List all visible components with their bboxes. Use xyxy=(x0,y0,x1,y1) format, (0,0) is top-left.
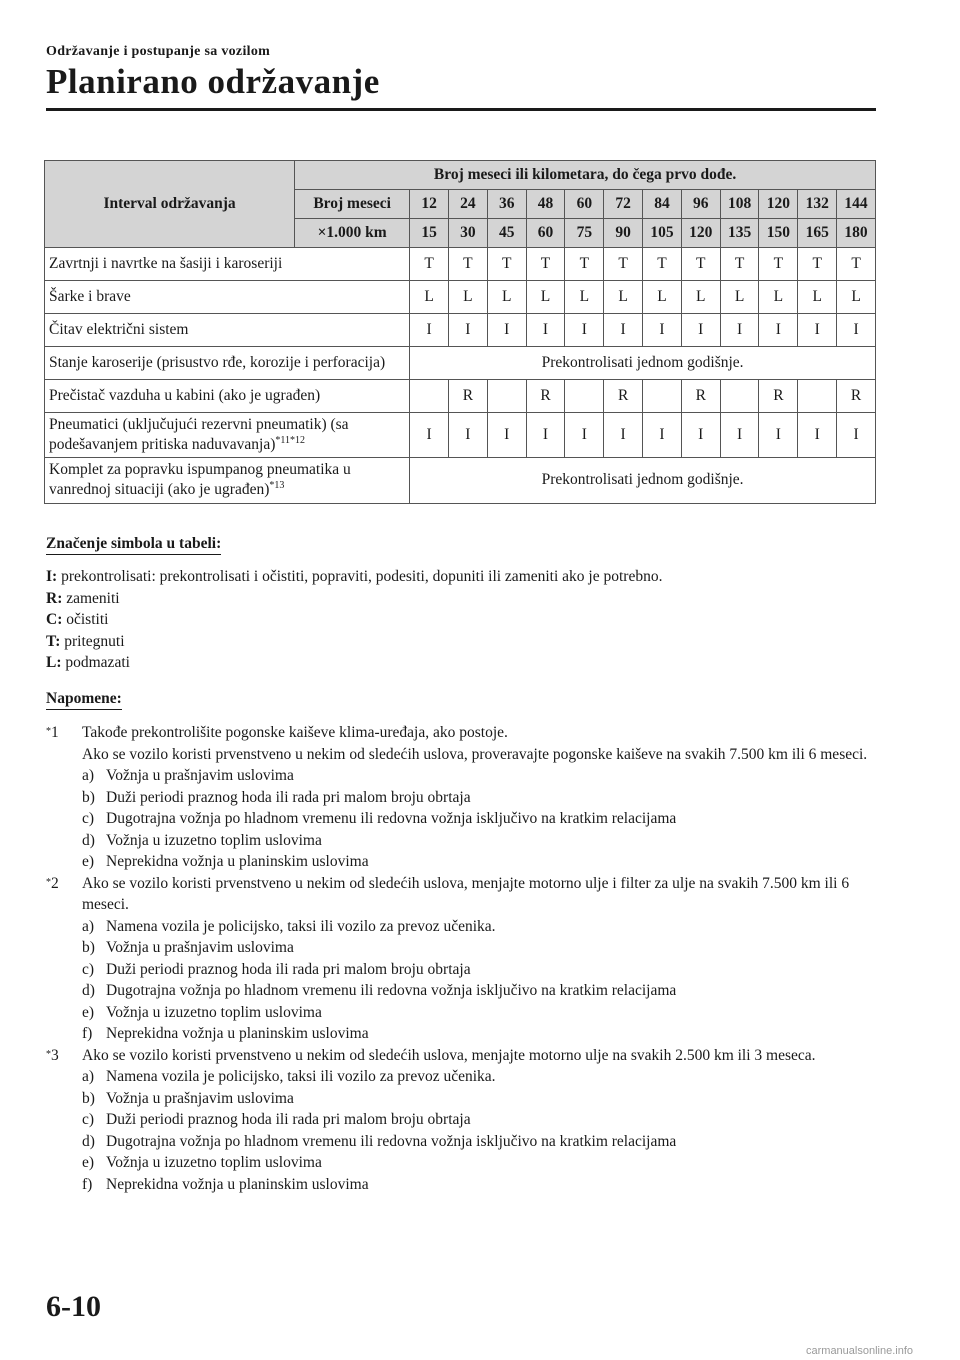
row-value: I xyxy=(681,314,720,347)
subitem-letter: f) xyxy=(82,1175,93,1193)
legend-text: zameniti xyxy=(66,589,120,607)
subitem-text: Neprekidna vožnja u planinskim uslovima xyxy=(106,1175,369,1193)
subitem-text: Dugotrajna vožnja po hladnom vremenu ili redovna vožnja isključivo na kratkim relacijama xyxy=(106,810,677,827)
subitem-letter: a) xyxy=(82,917,95,935)
month-header: 144 xyxy=(837,190,876,219)
legend-key: L: xyxy=(46,654,62,671)
notes-list xyxy=(46,722,876,1195)
months-label: Broj meseci xyxy=(295,190,410,219)
row-value: T xyxy=(448,248,487,281)
row-item-label: Šarke i brave xyxy=(49,287,131,305)
legend-item xyxy=(46,631,876,653)
table-row xyxy=(45,380,876,413)
legend-text: podmazati xyxy=(65,654,130,671)
row-value: T xyxy=(565,248,604,281)
month-header: 72 xyxy=(604,190,643,219)
subitem-letter: f) xyxy=(82,1025,93,1042)
month-header: 108 xyxy=(720,190,759,219)
subitem-letter: a) xyxy=(82,1068,95,1085)
row-value: R xyxy=(448,380,487,413)
km-header: 45 xyxy=(487,219,526,248)
row-value: R xyxy=(681,380,720,413)
interval-header: Interval održavanja xyxy=(45,161,295,248)
note-text: Ako se vozilo koristi prvenstveno u nekim od sledećih uslova, menjajte motorno ulje i filter za ulje na svakih 7.500 km ili 6 meseci. xyxy=(82,874,850,913)
row-item-label: Komplet za popravku ispumpanog pneumatika u vanrednoj situaciji (ako je ugrađen) xyxy=(49,461,351,499)
subitem-text: Namena vozila je policijsko, taksi ili vozilo za prevoz učenika. xyxy=(106,917,496,935)
row-item-cell xyxy=(45,413,410,458)
legend-text: očistiti xyxy=(66,611,109,628)
row-value: T xyxy=(759,248,798,281)
row-value: I xyxy=(565,413,604,458)
row-value: L xyxy=(643,281,682,314)
row-value: I xyxy=(643,413,682,458)
section-label: Održavanje i postupanje sa vozilom xyxy=(46,44,271,59)
subitem-letter: e) xyxy=(82,853,95,870)
subitem-letter: a) xyxy=(82,767,95,784)
row-value: T xyxy=(643,248,682,281)
subitem-text: Vožnja u izuzetno toplim uslovima xyxy=(106,1154,322,1171)
page-number: 6-10 xyxy=(46,1290,101,1323)
subitem-letter: c) xyxy=(82,960,95,978)
note-item xyxy=(46,1045,876,1196)
row-value: I xyxy=(643,314,682,347)
note-number: 1 xyxy=(51,724,59,741)
table-row xyxy=(45,281,876,314)
month-header: 96 xyxy=(681,190,720,219)
row-value: R xyxy=(526,380,565,413)
km-header: 90 xyxy=(604,219,643,248)
note-subitem xyxy=(82,959,876,981)
legend-list xyxy=(46,566,876,674)
km-header: 105 xyxy=(643,219,682,248)
subitem-text: Namena vozila je policijsko, taksi ili vozilo za prevoz učenika. xyxy=(106,1068,496,1085)
note-subitem xyxy=(82,1174,876,1196)
subitem-letter: d) xyxy=(82,831,95,849)
row-value: L xyxy=(526,281,565,314)
month-header: 132 xyxy=(798,190,837,219)
subitem-letter: e) xyxy=(82,1154,95,1171)
month-header: 84 xyxy=(643,190,682,219)
row-value: I xyxy=(720,413,759,458)
row-value: I xyxy=(410,314,449,347)
subitem-text: Neprekidna vožnja u planinskim uslovima xyxy=(106,853,369,870)
row-value xyxy=(410,380,449,413)
note-subitem xyxy=(82,937,876,959)
legend-key: C: xyxy=(46,611,63,628)
km-header: 75 xyxy=(565,219,604,248)
row-value: T xyxy=(487,248,526,281)
note-subitem xyxy=(82,1023,876,1045)
subitem-letter: b) xyxy=(82,1089,95,1107)
note-subitem xyxy=(82,916,876,938)
row-value: L xyxy=(410,281,449,314)
note-text: Ako se vozilo koristi prvenstveno u nekim od sledećih uslova, proveravajte pogonske kaiševe na svakih 7.500 km ili 6 meseci. xyxy=(82,745,868,763)
row-value: L xyxy=(837,281,876,314)
subitem-text: Vožnja u izuzetno toplim uslovima xyxy=(106,1003,322,1021)
row-value: L xyxy=(681,281,720,314)
subitem-letter: c) xyxy=(82,1111,95,1128)
note-subitem xyxy=(82,851,876,873)
subitem-text: Dugotrajna vožnja po hladnom vremenu ili redovna vožnja isključivo na kratkim relacijama xyxy=(106,1132,677,1150)
footnote-ref: *13 xyxy=(269,480,285,492)
km-header: 15 xyxy=(410,219,449,248)
row-value xyxy=(643,380,682,413)
note-number: 2 xyxy=(51,874,59,892)
subitem-letter: d) xyxy=(82,1132,95,1150)
table-row xyxy=(45,248,876,281)
row-value: T xyxy=(681,248,720,281)
subitem-text: Duži periodi praznog hoda ili rada pri malom broju obrtaja xyxy=(106,788,471,806)
legend-item xyxy=(46,652,876,674)
note-item xyxy=(46,873,876,1045)
note-marker xyxy=(46,722,59,744)
notes-heading: Napomene: xyxy=(46,690,122,710)
month-header: 48 xyxy=(526,190,565,219)
legend-item xyxy=(46,609,876,631)
row-value: I xyxy=(604,413,643,458)
row-value: T xyxy=(526,248,565,281)
row-value: T xyxy=(837,248,876,281)
legend-text: prekontrolisati: prekontrolisati i očistiti, popraviti, podesiti, dopuniti ili zameniti ako je potrebno. xyxy=(61,568,663,585)
subitem-letter: b) xyxy=(82,788,95,806)
row-item-cell xyxy=(45,380,410,413)
row-value: L xyxy=(565,281,604,314)
subitem-text: Vožnja u prašnjavim uslovima xyxy=(106,767,294,784)
subitem-letter: e) xyxy=(82,1003,95,1021)
row-value xyxy=(487,380,526,413)
note-marker xyxy=(46,1045,59,1067)
top-header: Broj meseci ili kilometara, do čega prvo dođe. xyxy=(295,161,876,190)
note-subitem xyxy=(82,1109,876,1131)
row-item-cell xyxy=(45,281,410,314)
row-value: L xyxy=(487,281,526,314)
row-value: T xyxy=(720,248,759,281)
row-item-label: Prečistač vazduha u kabini (ako je ugrađen) xyxy=(49,386,321,404)
row-value: I xyxy=(526,413,565,458)
note-subitem xyxy=(82,980,876,1002)
row-value xyxy=(565,380,604,413)
table-row xyxy=(45,314,876,347)
km-header: 180 xyxy=(837,219,876,248)
note-subitem xyxy=(82,1152,876,1174)
row-value: I xyxy=(565,314,604,347)
km-header: 135 xyxy=(720,219,759,248)
row-item-label: Čitav električni sistem xyxy=(49,320,189,338)
page-title: Planirano održavanje xyxy=(46,62,380,101)
note-subitem xyxy=(82,1002,876,1024)
row-value: I xyxy=(837,413,876,458)
row-value: I xyxy=(410,413,449,458)
row-value: I xyxy=(798,314,837,347)
note-subitem xyxy=(82,830,876,852)
note-marker xyxy=(46,873,59,895)
row-value: R xyxy=(759,380,798,413)
header-row-top xyxy=(45,161,876,190)
row-item-cell xyxy=(45,347,410,380)
row-value: T xyxy=(410,248,449,281)
row-item-label: Pneumatici (uključujući rezervni pneumatik) (sa podešavanjem pritiska naduvavanja) xyxy=(49,416,349,454)
subitem-text: Duži periodi praznog hoda ili rada pri malom broju obrtaja xyxy=(106,1111,471,1128)
row-value: I xyxy=(798,413,837,458)
row-value: L xyxy=(720,281,759,314)
subitem-text: Vožnja u izuzetno toplim uslovima xyxy=(106,831,322,849)
row-value: R xyxy=(604,380,643,413)
row-item-label: Zavrtnji i navrtke na šasiji i karoseriji xyxy=(49,254,283,272)
km-header: 120 xyxy=(681,219,720,248)
note-item xyxy=(46,722,876,873)
legend-item xyxy=(46,566,876,588)
row-value: I xyxy=(759,413,798,458)
month-header: 12 xyxy=(410,190,449,219)
subitem-text: Vožnja u prašnjavim uslovima xyxy=(106,939,294,956)
row-value: L xyxy=(759,281,798,314)
legend-item xyxy=(46,588,876,610)
note-subitem xyxy=(82,765,876,787)
footnote-ref: *11*12 xyxy=(275,435,306,447)
row-value: I xyxy=(837,314,876,347)
note-star: * xyxy=(46,1048,51,1060)
subitem-text: Dugotrajna vožnja po hladnom vremenu ili redovna vožnja isključivo na kratkim relacijama xyxy=(106,982,677,999)
row-value: R xyxy=(837,380,876,413)
subitem-letter: b) xyxy=(82,939,95,956)
row-value: I xyxy=(720,314,759,347)
table-body xyxy=(45,161,876,504)
subitem-text: Neprekidna vožnja u planinskim uslovima xyxy=(106,1025,369,1042)
legend-heading: Značenje simbola u tabeli: xyxy=(46,535,221,555)
row-value: L xyxy=(448,281,487,314)
row-value: L xyxy=(798,281,837,314)
legend-text: pritegnuti xyxy=(64,632,125,650)
row-value: I xyxy=(448,314,487,347)
legend-key: I: xyxy=(46,568,58,585)
subitem-letter: d) xyxy=(82,982,95,999)
row-value: I xyxy=(759,314,798,347)
row-note: Prekontrolisati jednom godišnje. xyxy=(410,458,876,503)
legend-key: R: xyxy=(46,589,63,607)
maintenance-schedule-table xyxy=(44,160,876,504)
legend-key: T: xyxy=(46,632,61,650)
row-item-label: Stanje karoserije (prisustvo rđe, korozije i perforacija) xyxy=(49,353,386,371)
km-header: 30 xyxy=(448,219,487,248)
row-value: T xyxy=(798,248,837,281)
note-number: 3 xyxy=(51,1046,59,1064)
month-header: 24 xyxy=(448,190,487,219)
row-note: Prekontrolisati jednom godišnje. xyxy=(410,347,876,380)
table-row xyxy=(45,458,876,503)
month-header: 120 xyxy=(759,190,798,219)
note-subitem xyxy=(82,1088,876,1110)
subitem-text: Duži periodi praznog hoda ili rada pri malom broju obrtaja xyxy=(106,960,471,978)
subitem-text: Vožnja u prašnjavim uslovima xyxy=(106,1089,294,1107)
row-value: L xyxy=(604,281,643,314)
subitem-letter: c) xyxy=(82,810,95,827)
row-value: I xyxy=(681,413,720,458)
month-header: 36 xyxy=(487,190,526,219)
watermark: carmanualsonline.info xyxy=(806,1345,914,1357)
row-item-cell xyxy=(45,248,410,281)
note-subitem xyxy=(82,1131,876,1153)
row-value: I xyxy=(604,314,643,347)
km-header: 60 xyxy=(526,219,565,248)
row-value: I xyxy=(487,413,526,458)
km-label: ×1.000 km xyxy=(295,219,410,248)
table-row xyxy=(45,413,876,458)
note-star: * xyxy=(46,726,51,737)
month-header: 60 xyxy=(565,190,604,219)
row-item-cell xyxy=(45,458,410,503)
note-text: Ako se vozilo koristi prvenstveno u nekim od sledećih uslova, menjajte motorno ulje na svakih 2.500 km ili 3 meseca. xyxy=(82,1046,816,1064)
note-star: * xyxy=(46,876,51,888)
note-subitem xyxy=(82,787,876,809)
row-value xyxy=(798,380,837,413)
row-value: I xyxy=(487,314,526,347)
note-text: Takođe prekontrolišite pogonske kaiševe klima-uređaja, ako postoje. xyxy=(82,724,508,741)
km-header: 150 xyxy=(759,219,798,248)
row-value: I xyxy=(448,413,487,458)
row-value: I xyxy=(526,314,565,347)
table-row xyxy=(45,347,876,380)
km-header: 165 xyxy=(798,219,837,248)
row-value xyxy=(720,380,759,413)
row-value: T xyxy=(604,248,643,281)
note-subitem xyxy=(82,1066,876,1088)
title-rule xyxy=(46,108,876,111)
note-subitem xyxy=(82,808,876,830)
row-item-cell xyxy=(45,314,410,347)
